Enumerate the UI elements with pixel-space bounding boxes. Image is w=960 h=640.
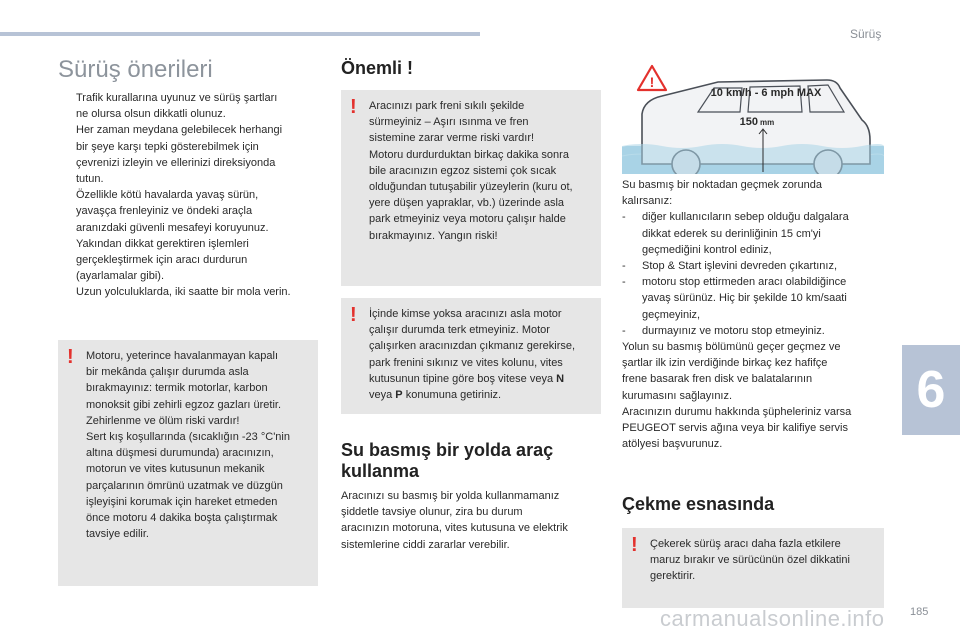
header-bar xyxy=(0,32,480,36)
svg-text:!: ! xyxy=(649,74,655,90)
parking-warning-box xyxy=(341,90,601,286)
watermark: carmanualsonline.info xyxy=(660,606,885,631)
important-heading: Önemli ! xyxy=(341,58,414,78)
chapter-tab: 6 xyxy=(902,345,960,435)
tips-list xyxy=(58,90,320,301)
unattended-warning-box xyxy=(341,298,601,414)
list-item: - motoru stop ettirmeden aracı olabildiğince yavaş sürünüz. Hiç bir şekilde 10 km/saati geçmeyiniz, xyxy=(622,276,847,321)
towing-heading: Çekme esnasında xyxy=(622,494,775,514)
tip-item: Uzun yolculuklarda, iki saatte bir mola verin. xyxy=(76,286,291,299)
warning-text: Aracınızı park freni sıkılı şekilde sürmeyiniz – Aşırı ısınma ve fren sistemine zarar verme riski vardır! Motoru durdurduktan birkaç dakika sonra bile aracınızın egzoz sistemi çok sıcak olduğundan tutuşabilir yüzeylerin (kuru ot, yere düşen yapraklar, vb.) üzerinde asla park etmeyiniz veya motoru çalışır halde bırakmayınız. Yangın riski! xyxy=(369,100,573,242)
page-number: 185 xyxy=(910,606,929,618)
flood-guidance-text: Su basmış bir noktadan geçmek zorunda kalırsanız: - diğer kullanıcıların sebep olduğu dalgalara dikkat ederek su derinliğinin 15 cm'yi geçmediğini kontrol ediniz, - Stop & Start işlevini devreden çıkartınız, - motoru stop ettirmeden aracı olabildiğince yavaş sürünüz. Hiç bir şekilde 10 km/saati geçmeyiniz, - durmayınız ve motoru stop etmeyiniz. Yolun su basmış bölümünü geçer geçmez ve şartlar ilk izin verdiğinde birkaç kez hafifçe frene basarak fren disk ve balatalarının kurumasını sağlayınız. Aracınızın durumu hakkında şüpheleriniz varsa PEUGEOT servis ağına veya bir kalifiye servis atölyesi başvurunuz. xyxy=(622,177,886,452)
list-item: - durmayınız ve motoru stop etmeyiniz. xyxy=(622,324,825,337)
flooded-road-text: Aracınızı su basmış bir yolda kullanmamanız şiddetle tavsiye olunur, zira bu durum aracınızın motoruna, vites kutusuna ve elektrik sistemlerine ciddi zararlar verebilir. xyxy=(341,490,568,551)
flooded-road-heading: Su basmış bir yolda araç kullanma xyxy=(341,440,554,481)
warning-icon: ! xyxy=(67,346,74,368)
warning-icon: ! xyxy=(350,304,357,326)
warning-icon: ! xyxy=(350,96,357,118)
tip-item: Özellikle kötü havalarda yavaş sürün, yavaşça frenleyiniz ve öndeki araçla aranızdaki güvenli mesafeyi koruyunuz. xyxy=(76,189,269,234)
speed-label: 10 km/h - 6 mph MAX xyxy=(710,87,822,99)
list-item: - Stop & Start işlevini devreden çıkartınız, xyxy=(622,260,838,273)
warning-icon: ! xyxy=(631,534,638,556)
list-item: - diğer kullanıcıların sebep olduğu dalgalara dikkat ederek su derinliğinin 15 cm'yi geçmediğini kontrol ediniz, xyxy=(622,211,849,256)
flood-illustration xyxy=(622,60,884,174)
depth-value: 150 xyxy=(739,116,758,128)
warning-text: İçinde kimse yoksa aracınızı asla motor çalışır durumda terk etmeyiniz. Motor çalışırken aracınızdan çıkmanız gerekirse, park frenini sıkınız ve vites kolunu, vites kutusunun tipine göre boş vitese veya N veya P konumuna getiriniz. xyxy=(369,308,576,402)
depth-unit: mm xyxy=(760,118,775,127)
page-title: Sürüş önerileri xyxy=(58,56,213,83)
tip-item: Trafik kurallarına uyunuz ve sürüş şartları ne olursa olsun dikkatli olunuz. xyxy=(76,92,278,121)
section-name: Sürüş xyxy=(850,27,882,41)
flood-guidance-list xyxy=(622,209,886,339)
engine-warning-box xyxy=(58,340,318,586)
tip-item: Yakından dikkat gerektiren işlemleri gerçekleştirmek için aracı durdurun (ayarlamalar gibi). xyxy=(76,237,249,283)
warning-text: Çekerek sürüş aracı daha fazla etkilere maruz bırakır ve sürücünün özel dikkatini gerektirir. xyxy=(650,538,850,583)
towing-warning-box xyxy=(622,528,884,608)
warning-text: Motoru, yeterince havalanmayan kapalı bir mekânda çalışır durumda asla bırakmayınız: termik motorlar, karbon monoksit gibi zehirli egzoz gazları üretir. Zehirlenme ve ölüm riski vardır! Sert kış koşullarında (sıcaklığın -23 °C'nin altına düşmesi durumunda) aracınızın, motorun ve vites kutusunun mekanik parçalarının ömrünü uzatmak ve düzgün işleyişini korumak için hareket etmeden önce motoru 4 dakika boşta çalıştırmak tavsiye edilir. xyxy=(86,350,290,541)
tip-item: Her zaman meydana gelebilecek herhangi bir şeye karşı tepki gösterebilmek için çevrenizi izleyin ve ellerinizi direksiyonda tutun. xyxy=(76,124,283,186)
